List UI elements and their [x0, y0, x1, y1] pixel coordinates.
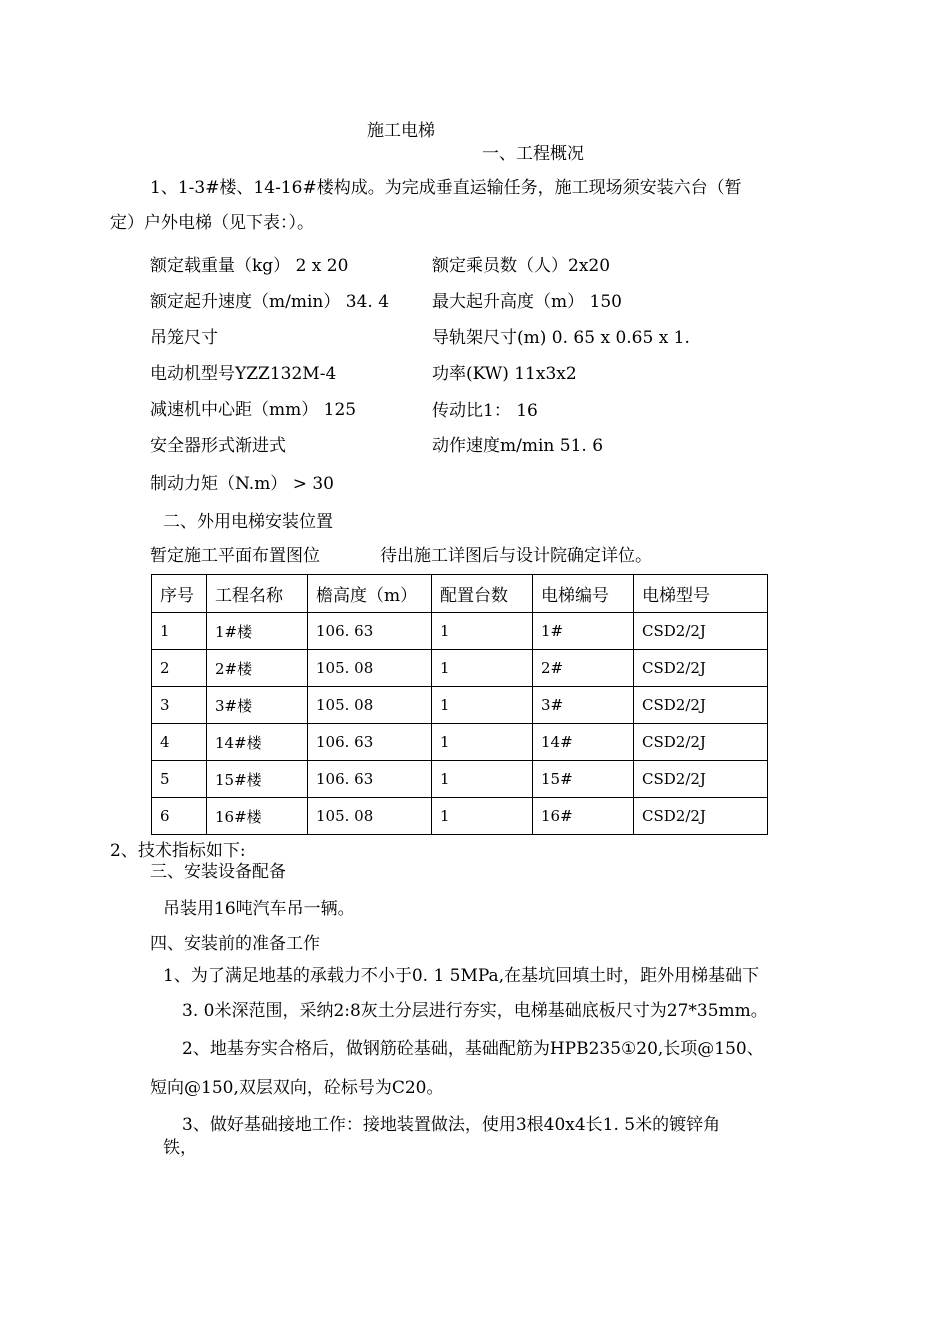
- table-cell: 5: [152, 761, 207, 798]
- section4-item3-line2: 铁，: [163, 1138, 197, 1158]
- table-cell: CSD2/2J: [634, 613, 768, 650]
- table-cell: CSD2/2J: [634, 687, 768, 724]
- table-cell: 105. 08: [308, 650, 432, 687]
- table-header-row: [152, 575, 768, 613]
- spec-right-3: 导轨架尺寸(m) 0. 65 x 0.65 x 1.: [432, 328, 690, 348]
- table-cell: 106. 63: [308, 724, 432, 761]
- table-cell: 3: [152, 687, 207, 724]
- section4-item3-line1: 3、做好基础接地工作：接地装置做法，使用3根40x4长1. 5米的镀锌角: [182, 1115, 721, 1135]
- layout-note-b: 待出施工详图后与设计院确定详位。: [380, 546, 652, 566]
- table-cell: 15#: [533, 761, 634, 798]
- section4-item2-line2: 短向@150,双层双向，砼标号为C20。: [150, 1078, 444, 1098]
- section4-item1-line2: 3. 0米深范围，采纳2:8灰土分层进行夯实，电梯基础底板尺寸为27*35mm。: [182, 1001, 768, 1021]
- spec-left-5: 减速机中心距（mm） 125: [150, 400, 357, 420]
- elevator-table: [151, 574, 768, 835]
- table-cell: 2: [152, 650, 207, 687]
- table-row: [152, 687, 768, 724]
- table-cell: 14#楼: [207, 724, 308, 761]
- table-cell: 1: [432, 687, 533, 724]
- table-cell: 4: [152, 724, 207, 761]
- layout-note-a: 暂定施工平面布置图位: [150, 546, 320, 566]
- table-cell: 16#楼: [207, 798, 308, 835]
- spec-right-2: 最大起升高度（m） 150: [432, 292, 622, 312]
- table-cell: 2#: [533, 650, 634, 687]
- table-row: [152, 613, 768, 650]
- table-row: [152, 798, 768, 835]
- table-cell: 2#楼: [207, 650, 308, 687]
- table-cell: 15#楼: [207, 761, 308, 798]
- header-cell: 电梯编号: [533, 575, 634, 613]
- header-cell: 电梯型号: [634, 575, 768, 613]
- spec-right-1: 额定乘员数（人）2x20: [432, 256, 611, 276]
- table-cell: 1: [432, 724, 533, 761]
- table-cell: CSD2/2J: [634, 761, 768, 798]
- section2-heading: 二、外用电梯安装位置: [163, 512, 333, 532]
- section3-text: 吊装用16吨汽车吊一辆。: [163, 899, 355, 919]
- table-cell: CSD2/2J: [634, 798, 768, 835]
- table-cell: 1: [432, 761, 533, 798]
- table-cell: 14#: [533, 724, 634, 761]
- spec-right-4: 功率(KW) 11x3x2: [432, 364, 577, 384]
- spec-left-3: 吊笼尺寸: [150, 328, 218, 348]
- table-cell: 1#: [533, 613, 634, 650]
- section4-heading: 四、安装前的准备工作: [150, 934, 320, 954]
- table-row: [152, 761, 768, 798]
- table-cell: 3#楼: [207, 687, 308, 724]
- table-cell: 1#楼: [207, 613, 308, 650]
- table-cell: 1: [432, 650, 533, 687]
- table-cell: 1: [152, 613, 207, 650]
- table-cell: 105. 08: [308, 687, 432, 724]
- spec-left-7: 制动力矩（N.m） > 30: [150, 474, 334, 494]
- spec-left-2: 额定起升速度（m/min） 34. 4: [150, 292, 390, 312]
- table-cell: CSD2/2J: [634, 724, 768, 761]
- section1-heading: 一、工程概况: [482, 144, 584, 164]
- section4-item1-line1: 1、为了满足地基的承载力不小于0. 1 5MPa,在基坑回填土时，距外用梯基础下: [163, 966, 760, 986]
- table-cell: 105. 08: [308, 798, 432, 835]
- table-cell: 3#: [533, 687, 634, 724]
- spec-left-4: 电动机型号YZZ132M-4: [150, 364, 337, 384]
- header-cell: 序号: [152, 575, 207, 613]
- spec-right-6: 动作速度m/min 51. 6: [432, 436, 604, 456]
- table-row: [152, 650, 768, 687]
- section4-item2-line1: 2、地基夯实合格后，做钢筋砼基础，基础配筋为HPB235①20,长项@150、: [182, 1039, 764, 1059]
- section1-paragraph-line2: 定）户外电梯（见下表：）。: [110, 213, 314, 233]
- header-cell: 檐高度（m）: [308, 575, 432, 613]
- spec-left-1: 额定载重量（kg） 2 x 20: [150, 256, 349, 276]
- tech-indicators-line: 2、技术指标如下:: [110, 841, 246, 861]
- section3-heading: 三、安装设备配备: [150, 862, 286, 882]
- table-cell: 1: [432, 613, 533, 650]
- section1-paragraph-line1: 1、1-3#楼、14-16#楼构成。为完成垂直运输任务，施工现场须安装六台（暂: [150, 178, 742, 198]
- spec-left-6: 安全器形式渐进式: [150, 436, 286, 456]
- table-cell: CSD2/2J: [634, 650, 768, 687]
- table-cell: 6: [152, 798, 207, 835]
- page-title: 施工电梯: [367, 121, 435, 141]
- table-row: [152, 724, 768, 761]
- spec-right-5: 传动比1： 16: [432, 401, 538, 421]
- table-cell: 16#: [533, 798, 634, 835]
- header-cell: 配置台数: [432, 575, 533, 613]
- table-cell: 106. 63: [308, 613, 432, 650]
- table-cell: 1: [432, 798, 533, 835]
- table-cell: 106. 63: [308, 761, 432, 798]
- header-cell: 工程名称: [207, 575, 308, 613]
